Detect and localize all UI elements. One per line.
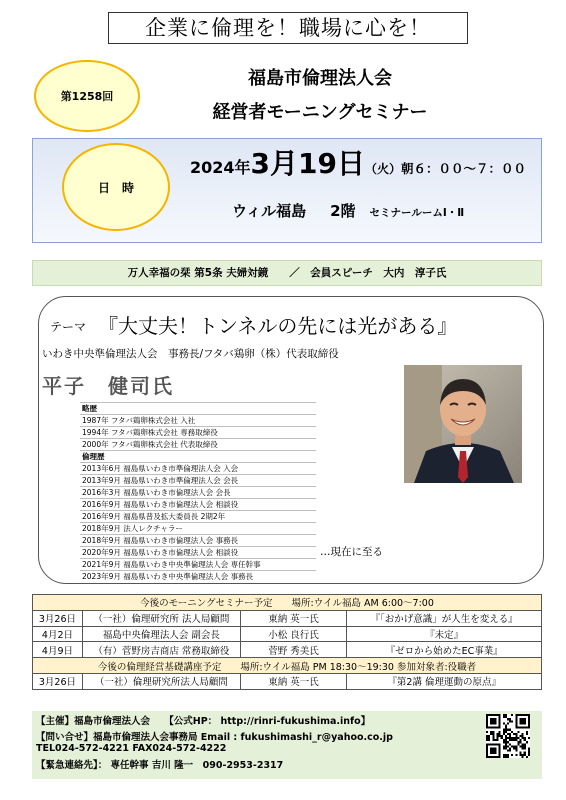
career-text: 2018年9月 福島県いわき市倫理法人会 事務長	[80, 535, 316, 547]
schedule-date: 4月9日	[33, 642, 83, 658]
career-text: 2020年9月 福島県いわき市倫理法人会 相談役	[80, 547, 316, 559]
schedule-table	[32, 594, 542, 690]
career-text: 2023年9月 福島県いわき中央準倫理法人会 事務長	[80, 571, 316, 583]
event-weekday: （火）	[365, 162, 402, 176]
schedule-affiliation: （一社）倫理研究所 法人局顧問	[82, 610, 240, 626]
career-row	[80, 463, 316, 475]
venue-floor: 2階	[330, 202, 356, 220]
speaker-name: 平子 健司氏	[42, 374, 174, 398]
schedule-row	[33, 642, 542, 658]
career-table	[80, 402, 316, 582]
schedule-name: 東納 英一氏	[240, 673, 347, 689]
course-schedule-header-text: 今後の倫理経営基礎講座予定 場所:ウイル福島 PM 18:30～19:30 参加対象者:役職者	[33, 658, 542, 674]
schedule-row	[33, 673, 542, 689]
morning-schedule-header	[33, 595, 542, 611]
session-number: 第1258回	[60, 90, 114, 103]
schedule-affiliation: （一社）倫理研究所法人局顧問	[82, 673, 240, 689]
venue	[232, 200, 464, 221]
career-text: 2013年9月 福島県いわき市準倫理法人会 会長	[80, 475, 316, 487]
event-time: 朝６：００～７：００	[401, 161, 527, 176]
career-row	[80, 475, 316, 487]
footer-emergency: 【緊急連絡先】： 専任幹事 吉川 隆一 090-2953-2317	[36, 760, 284, 771]
schedule-date: 3月26日	[33, 610, 83, 626]
slogan-banner: 企業に倫理を！職場に心を！	[108, 12, 468, 44]
career-row	[80, 523, 316, 535]
speaker-photo	[404, 365, 522, 483]
event-date	[190, 142, 526, 182]
schedule-name: 小松 良行氏	[240, 626, 347, 642]
career-row	[80, 415, 316, 427]
career-row	[80, 535, 316, 547]
career-text: 倫理歴	[80, 451, 316, 463]
venue-room: セミナールームⅠ・Ⅱ	[369, 207, 465, 219]
career-row	[80, 499, 316, 511]
schedule-title: 『第2講 倫理運動の原点』	[347, 673, 542, 689]
theme-label: テーマ	[50, 320, 87, 334]
current-note: …現在に至る	[320, 546, 383, 558]
seminar-title: 経営者モーニングセミナー	[212, 102, 428, 123]
footer-organizer: 【主催】福島市倫理法人会 【公式HP： http://rinri-fukushima.info】	[36, 716, 371, 727]
schedule-row	[33, 626, 542, 642]
career-text: 2013年6月 福島県いわき市準倫理法人会 入会	[80, 463, 316, 475]
schedule-date: 4月2日	[33, 626, 83, 642]
career-row	[80, 439, 316, 451]
career-text: 略歴	[80, 403, 316, 415]
event-year: 2024年	[190, 158, 251, 177]
career-row	[80, 571, 316, 583]
schedule-date: 3月26日	[33, 673, 83, 689]
speaker-affiliation: いわき中央準倫理法人会 事務長/フタバ鶏卵（株）代表取締役	[42, 348, 339, 360]
theme-title: 『大丈夫！トンネルの先には光がある』	[98, 314, 458, 338]
career-text: 1987年 フタバ鶏卵株式会社 入社	[80, 415, 316, 427]
session-oval	[34, 60, 140, 132]
career-row	[80, 487, 316, 499]
schedule-title: 『「おかげ意識」が人生を変える』	[347, 610, 542, 626]
schedule-name: 東納 英一氏	[240, 610, 347, 626]
schedule-title: 『ゼロから始めたEC事業』	[347, 642, 542, 658]
career-row	[80, 547, 316, 559]
course-schedule-header	[33, 658, 542, 674]
career-text: 2000年 フタバ鶏卵株式会社 代表取締役	[80, 439, 316, 451]
career-row	[80, 559, 316, 571]
morning-schedule-header-text: 今後のモーニングセミナー予定 場所:ウイル福島 AM 6:00～7:00	[33, 595, 542, 611]
schedule-affiliation: 福島中央倫理法人会 副会長	[82, 626, 240, 642]
footer-contact: 【問い合せ】福島市倫理法人会事務局 Email : fukushimashi_r@yahoo.co.jp	[36, 732, 393, 743]
career-text: 2016年9月 福島県普及拡大委員長 2期2年	[80, 511, 316, 523]
venue-name: ウィル福島	[232, 202, 307, 220]
career-text: 1994年 フタバ鶏卵株式会社 専務取締役	[80, 427, 316, 439]
career-section-heading	[80, 451, 316, 463]
schedule-title: 『未定』	[347, 626, 542, 642]
career-row	[80, 511, 316, 523]
schedule-affiliation: （有）菅野房吉商店 常務取締役	[82, 642, 240, 658]
career-text: 2016年3月 福島県いわき市倫理法人会 会長	[80, 487, 316, 499]
career-section-heading	[80, 403, 316, 415]
career-text: 2021年9月 福島県いわき中央準倫理法人会 専任幹事	[80, 559, 316, 571]
career-text: 2016年9月 福島県いわき市倫理法人会 相談役	[80, 499, 316, 511]
datetime-label: 日 時	[97, 181, 134, 195]
qr-code[interactable]	[486, 714, 530, 758]
footer-phone: TEL024-572-4221 FAX024-572-4222	[36, 743, 227, 754]
schedule-name: 菅野 秀美氏	[240, 642, 347, 658]
career-row	[80, 427, 316, 439]
event-month-day: 3月19日	[250, 147, 365, 180]
career-text: 2018年9月 法人レクチャラー	[80, 523, 316, 535]
program-bar: 万人幸福の栞 第5条 夫婦対鏡 ／ 会員スピーチ 大内 淳子氏	[32, 260, 542, 286]
datetime-oval	[62, 143, 170, 231]
schedule-row	[33, 610, 542, 626]
org-title: 福島市倫理法人会	[248, 68, 392, 89]
